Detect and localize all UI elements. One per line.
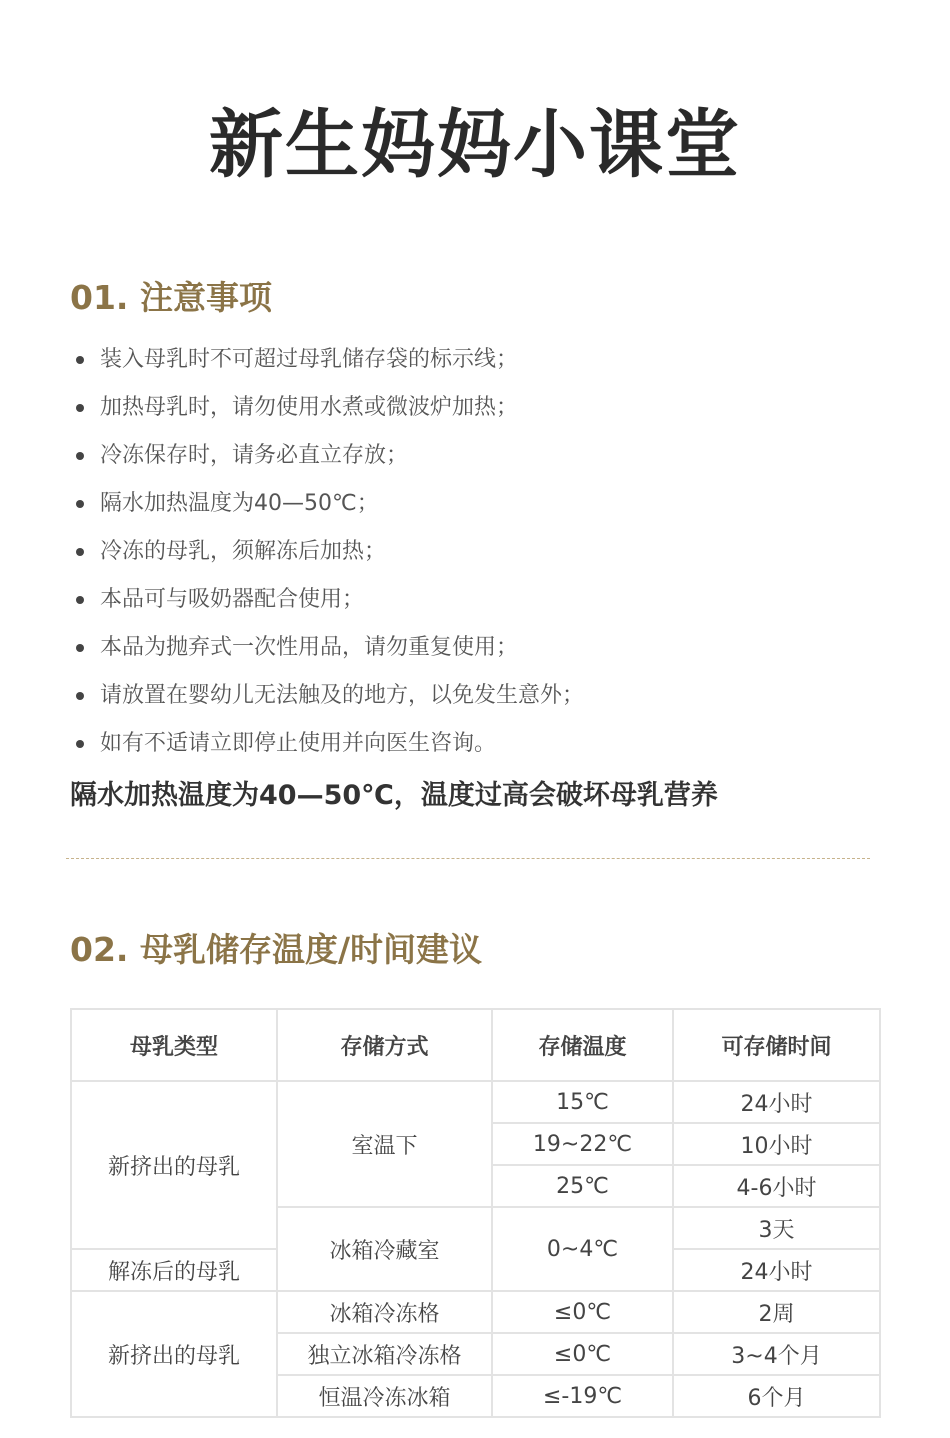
list-item: [76, 720, 584, 768]
bullet-icon: [76, 644, 84, 652]
bullet-icon: [76, 500, 84, 508]
table-header-row: [71, 1009, 880, 1081]
note-text: 本品为抛弃式一次性用品，请勿重复使用；: [100, 635, 519, 660]
bullet-icon: [76, 452, 84, 460]
bullet-icon: [76, 404, 84, 412]
list-item: [76, 624, 584, 672]
duration-cell: 3天: [673, 1207, 880, 1249]
list-item: [76, 384, 584, 432]
column-header: 可存储时间: [673, 1009, 880, 1081]
list-item: [76, 336, 584, 384]
duration-cell: 10小时: [673, 1123, 880, 1165]
duration-cell: 4-6小时: [673, 1165, 880, 1207]
temperature-cell: ≤0℃: [492, 1291, 673, 1333]
note-text: 如有不适请立即停止使用并向医生咨询。: [100, 731, 497, 756]
bullet-icon: [76, 740, 84, 748]
duration-cell: 24小时: [673, 1249, 880, 1291]
note-text: 冷冻的母乳，须解冻后加热；: [100, 539, 387, 564]
storage-method-cell: 室温下: [277, 1081, 492, 1207]
temperature-cell: 25℃: [492, 1165, 673, 1207]
note-text: 冷冻保存时，请务必直立存放；: [100, 443, 409, 468]
list-item: [76, 432, 584, 480]
notes-list: [76, 336, 584, 768]
page-title: 新生妈妈小课堂: [209, 102, 741, 188]
notes-heading: 01. 注意事项: [70, 278, 272, 317]
duration-cell: 24小时: [673, 1081, 880, 1123]
emphasis-note: 隔水加热温度为40—50℃，温度过高会破坏母乳营养: [70, 780, 718, 811]
list-item: [76, 576, 584, 624]
bullet-icon: [76, 596, 84, 604]
note-text: 加热母乳时，请勿使用水煮或微波炉加热；: [100, 395, 519, 420]
duration-cell: 3~4个月: [673, 1333, 880, 1375]
temperature-cell: 19~22℃: [492, 1123, 673, 1165]
column-header: 存储方式: [277, 1009, 492, 1081]
storage-method-cell: 恒温冷冻冰箱: [277, 1375, 492, 1417]
temperature-cell: ≤-19℃: [492, 1375, 673, 1417]
temperature-cell: 15℃: [492, 1081, 673, 1123]
note-text: 隔水加热温度为40—50℃；: [100, 491, 379, 516]
storage-table: [70, 1008, 881, 1418]
note-text: 本品可与吸奶器配合使用；: [100, 587, 365, 612]
temperature-cell: 0~4℃: [492, 1207, 673, 1291]
list-item: [76, 528, 584, 576]
bullet-icon: [76, 356, 84, 364]
milk-type-cell: 新挤出的母乳: [71, 1081, 277, 1249]
storage-heading: 02. 母乳储存温度/时间建议: [70, 930, 483, 969]
dashed-divider: [66, 858, 870, 859]
note-text: 请放置在婴幼儿无法触及的地方，以免发生意外；: [100, 683, 585, 708]
column-header: 母乳类型: [71, 1009, 277, 1081]
bullet-icon: [76, 692, 84, 700]
list-item: [76, 672, 584, 720]
storage-method-cell: 冰箱冷冻格: [277, 1291, 492, 1333]
column-header: 存储温度: [492, 1009, 673, 1081]
duration-cell: 6个月: [673, 1375, 880, 1417]
table-row: [71, 1291, 880, 1333]
temperature-cell: ≤0℃: [492, 1333, 673, 1375]
list-item: [76, 480, 584, 528]
milk-type-cell: 新挤出的母乳: [71, 1291, 277, 1417]
duration-cell: 2周: [673, 1291, 880, 1333]
storage-method-cell: 独立冰箱冷冻格: [277, 1333, 492, 1375]
storage-method-cell: 冰箱冷藏室: [277, 1207, 492, 1291]
bullet-icon: [76, 548, 84, 556]
note-text: 装入母乳时不可超过母乳储存袋的标示线；: [100, 347, 519, 372]
table-row: [71, 1081, 880, 1123]
milk-type-cell: 解冻后的母乳: [71, 1249, 277, 1291]
